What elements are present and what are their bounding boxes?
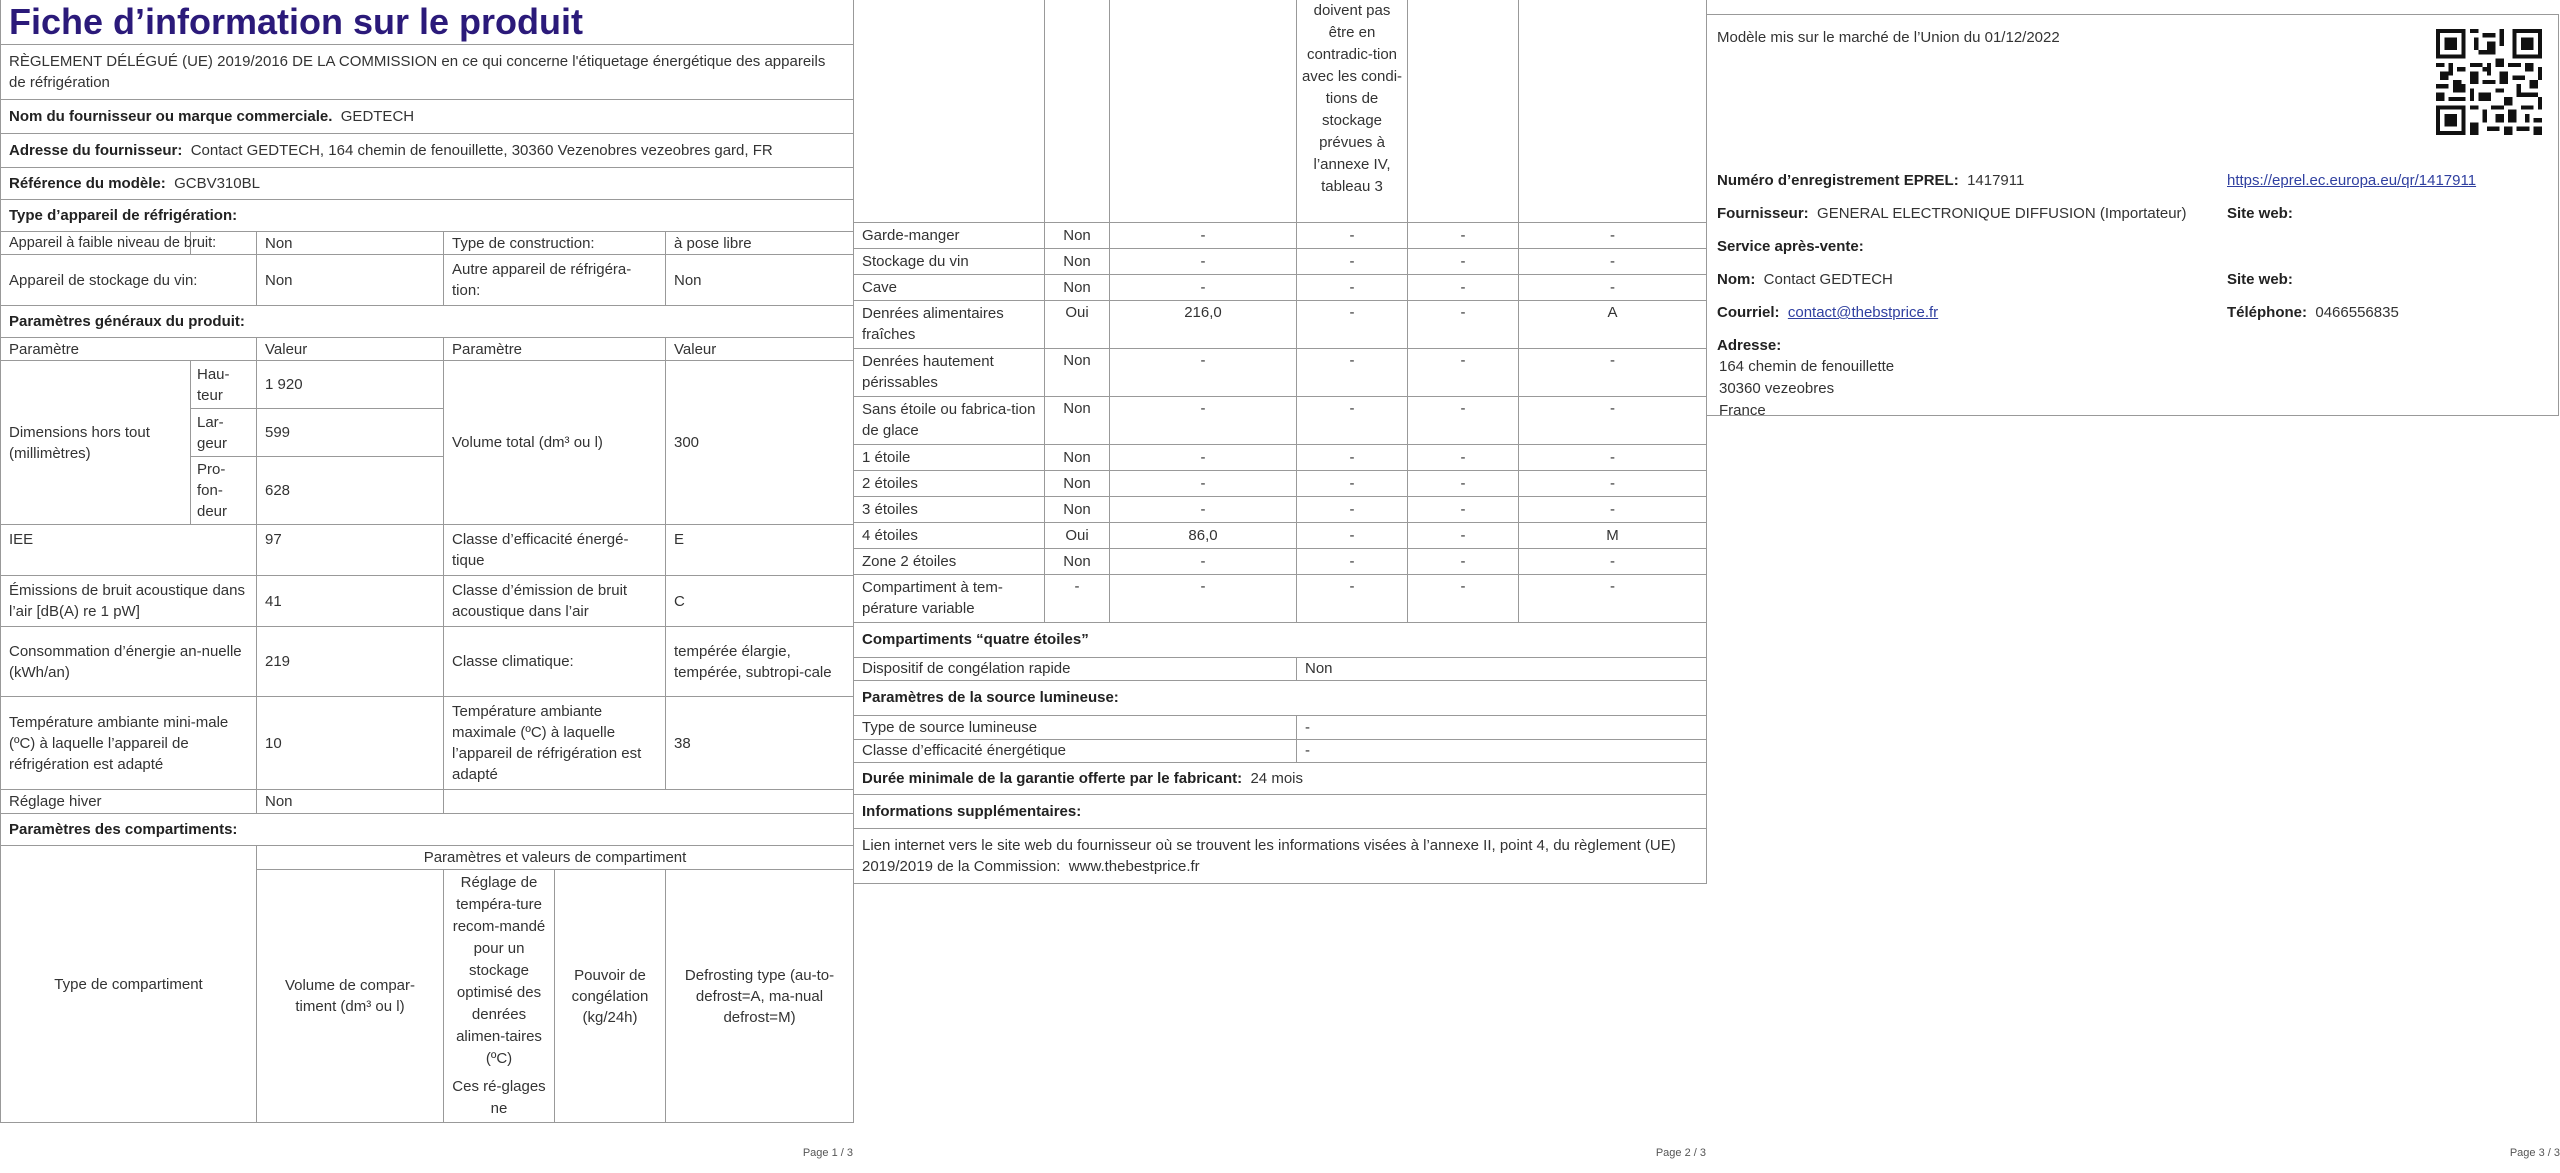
eff-class-value: E — [666, 525, 854, 576]
compartment-temp: - — [1297, 300, 1408, 348]
supplier-name-value: GEDTECH — [340, 108, 415, 125]
compartment-defrost: M — [1519, 522, 1707, 548]
compartment-present: Non — [1045, 222, 1110, 248]
compartment-freeze: - — [1408, 274, 1519, 300]
comp-type-header: Type de compartiment — [1, 846, 257, 1123]
winter-value: Non — [257, 790, 444, 814]
low-noise-label: Appareil à faible niveau de bruit: — [1, 232, 191, 255]
compartment-temp: - — [1297, 522, 1408, 548]
col-value-1: Valeur — [257, 338, 444, 361]
compartment-defrost: - — [1519, 396, 1707, 444]
compartment-present: Oui — [1045, 300, 1110, 348]
title-cell — [1, 0, 854, 45]
general-params-heading: Paramètres généraux du produit: — [1, 306, 854, 338]
compartment-row — [854, 274, 1707, 300]
compartment-volume: - — [1110, 548, 1297, 574]
compartment-volume: - — [1110, 496, 1297, 522]
compartment-volume: - — [1110, 470, 1297, 496]
col-param-1: Paramètre — [1, 338, 257, 361]
supplier-address-row — [1, 134, 854, 168]
supplier-value: GENERAL ELECTRONIQUE DIFFUSION (Importateur) — [1817, 205, 2187, 222]
volume-value: 300 — [666, 361, 854, 525]
min-temp-label: Température ambiante mini-male (ºC) à laquelle l’appareil de réfrigération est adapté — [1, 697, 257, 790]
compartment-row — [854, 574, 1707, 622]
compartment-name: Denrées alimentaires fraîches — [854, 300, 1045, 348]
after-sales-heading: Service après-vente: — [1717, 238, 1864, 255]
page-1 — [0, 0, 853, 1173]
compartment-name: 4 étoiles — [854, 522, 1045, 548]
compartment-row — [854, 496, 1707, 522]
supplier-name-row — [1, 100, 854, 134]
comp-temp-header — [444, 870, 555, 1123]
wine-label: Appareil de stockage du vin: — [1, 255, 257, 306]
model-ref-value: GCBV310BL — [174, 175, 260, 192]
max-temp-value: 38 — [666, 697, 854, 790]
noise-value: 41 — [257, 576, 444, 627]
supplier-address-value: Contact GEDTECH, 164 chemin de fenouillette, 30360 Vezenobres vezeobres gard, FR — [190, 142, 773, 159]
compartment-present: Non — [1045, 248, 1110, 274]
compartment-present: Non — [1045, 470, 1110, 496]
comp-temp-header-text: Réglage de tempéra-ture recom-mandé pour un stockage optimisé des denrées alimen-taires (ºC) — [452, 874, 546, 1067]
appliance-type-heading: Type d’appareil de réfrigération: — [1, 200, 854, 232]
website-label-2: Site web: — [2227, 271, 2293, 288]
compartment-defrost: - — [1519, 222, 1707, 248]
compartment-freeze: - — [1408, 444, 1519, 470]
compartment-present: Non — [1045, 444, 1110, 470]
page-number-1: Page 1 / 3 — [802, 1147, 853, 1159]
climate-value: tempérée élargie, tempérée, subtropi-cale — [666, 627, 854, 697]
wine-value: Non — [257, 255, 444, 306]
compartment-volume: 216,0 — [1110, 300, 1297, 348]
compartment-volume: - — [1110, 274, 1297, 300]
extra-info-text: Lien internet vers le site web du fournisseur où se trouvent les informations visées à l’annexe II, point 4, du règlement (UE) 2019/2019 de la Commission: — [862, 836, 1676, 875]
light-type-value: - — [1297, 715, 1707, 739]
compartment-row — [854, 522, 1707, 548]
eprel-value: 1417911 — [1967, 172, 2025, 189]
col-param-2: Paramètre — [444, 338, 666, 361]
height-label: Hau-teur — [191, 361, 257, 409]
compartment-freeze: - — [1408, 248, 1519, 274]
compartment-temp: - — [1297, 574, 1408, 622]
email-link[interactable]: contact@thebstprice.fr — [1787, 304, 1939, 321]
iee-value: 97 — [257, 525, 444, 576]
winter-label: Réglage hiver — [1, 790, 257, 814]
compartment-volume: 86,0 — [1110, 522, 1297, 548]
eprel-label: Numéro d’enregistrement EPREL: — [1717, 172, 1959, 189]
compartment-temp: - — [1297, 248, 1408, 274]
compartment-freeze: - — [1408, 496, 1519, 522]
compartment-present: Non — [1045, 348, 1110, 396]
compartment-row — [854, 396, 1707, 444]
compartment-volume: - — [1110, 396, 1297, 444]
four-star-heading: Compartiments “quatre étoiles” — [854, 622, 1707, 657]
construction-value: à pose libre — [666, 232, 854, 255]
width-label: Lar-geur — [191, 409, 257, 457]
comp-temp-note: Ces ré-glages ne — [452, 1078, 546, 1117]
continued-temp-note: doivent pas être en contradic-tion avec les condi-tions de stockage prévues à l’annexe IV, tableau 3 — [1297, 0, 1408, 222]
light-type-label: Type de source lumineuse — [854, 715, 1297, 739]
phone-label: Téléphone: — [2227, 304, 2308, 321]
page-2 — [853, 0, 1706, 1173]
phone-value: 0466556835 — [2315, 304, 2399, 321]
construction-label: Type de construction: — [444, 232, 666, 255]
compartment-name: Cave — [854, 274, 1045, 300]
light-heading: Paramètres de la source lumineuse: — [854, 680, 1707, 715]
compartments-table-page2 — [853, 0, 1707, 884]
compartment-temp: - — [1297, 548, 1408, 574]
compartment-volume: - — [1110, 222, 1297, 248]
supplier-row — [1717, 205, 2187, 222]
phone-row — [2227, 304, 2399, 321]
compartment-temp: - — [1297, 274, 1408, 300]
website-label: Site web: — [2227, 205, 2293, 222]
address-line-1: 164 chemin de fenouillette — [1719, 358, 1895, 375]
email-label: Courriel: — [1717, 304, 1780, 321]
max-temp-label: Température ambiante maximale (ºC) à laquelle l’appareil de réfrigération est adapté — [444, 697, 666, 790]
compartment-present: Non — [1045, 274, 1110, 300]
climate-label: Classe climatique: — [444, 627, 666, 697]
noise-class-value: C — [666, 576, 854, 627]
compartment-defrost: - — [1519, 248, 1707, 274]
compartment-name: Garde-manger — [854, 222, 1045, 248]
warranty-value: 24 mois — [1250, 769, 1303, 787]
compartment-name: Zone 2 étoiles — [854, 548, 1045, 574]
compartment-name: Stockage du vin — [854, 248, 1045, 274]
extra-info-url: www.thebestprice.fr — [1068, 857, 1200, 875]
compartment-freeze: - — [1408, 222, 1519, 248]
fast-freeze-value: Non — [1297, 657, 1707, 680]
noise-class-label: Classe d’émission de bruit acoustique dans l’air — [444, 576, 666, 627]
light-class-value: - — [1297, 739, 1707, 762]
supplier-name-label: Nom du fournisseur ou marque commerciale. — [9, 108, 333, 125]
address-label: Adresse: — [1717, 337, 1782, 354]
model-ref-row — [1, 168, 854, 200]
model-ref-label: Référence du modèle: — [9, 175, 166, 192]
compartment-defrost: - — [1519, 574, 1707, 622]
eprel-box — [1706, 14, 2559, 419]
address-line-2: 30360 vezeobres — [1719, 380, 1835, 397]
compartment-temp: - — [1297, 470, 1408, 496]
compartment-freeze: - — [1408, 470, 1519, 496]
dimensions-label: Dimensions hors tout (millimètres) — [1, 361, 191, 525]
product-info-table-page1 — [0, 0, 854, 1123]
compartment-present: Oui — [1045, 522, 1110, 548]
extra-info-row — [854, 828, 1707, 883]
compartment-freeze: - — [1408, 348, 1519, 396]
compartment-row — [854, 444, 1707, 470]
volume-label: Volume total (dm³ ou l) — [444, 361, 666, 525]
compartment-row — [854, 300, 1707, 348]
compartment-temp: - — [1297, 348, 1408, 396]
contact-name-row — [1717, 271, 1893, 288]
page-3 — [1706, 0, 2560, 1173]
regulation-text: RÈGLEMENT DÉLÉGUÉ (UE) 2019/2016 DE LA COMMISSION en ce qui concerne l'étiquetage énergétique des appareils de réfrigération — [1, 45, 854, 100]
warranty-row — [854, 762, 1707, 794]
warranty-label: Durée minimale de la garantie offerte par le fabricant: — [862, 769, 1243, 787]
email-row — [1717, 304, 1938, 321]
compartment-present: Non — [1045, 396, 1110, 444]
energy-label: Consommation d’énergie an-nuelle (kWh/an) — [1, 627, 257, 697]
compartment-defrost: - — [1519, 548, 1707, 574]
min-temp-value: 10 — [257, 697, 444, 790]
comp-freeze-header: Pouvoir de congélation (kg/24h) — [555, 870, 666, 1123]
comp-values-heading: Paramètres et valeurs de compartiment — [257, 846, 854, 870]
eff-class-label: Classe d’efficacité énergé-tique — [444, 525, 666, 576]
compartment-volume: - — [1110, 348, 1297, 396]
compartment-defrost: - — [1519, 496, 1707, 522]
compartment-volume: - — [1110, 444, 1297, 470]
compartment-freeze: - — [1408, 522, 1519, 548]
height-value: 1 920 — [257, 361, 444, 409]
address-line-3: France — [1719, 402, 1766, 419]
name-label: Nom: — [1717, 271, 1756, 288]
compartment-defrost: - — [1519, 348, 1707, 396]
compartment-defrost: - — [1519, 444, 1707, 470]
compartment-row — [854, 470, 1707, 496]
low-noise-value: Non — [257, 232, 444, 255]
col-value-2: Valeur — [666, 338, 854, 361]
compartment-row — [854, 222, 1707, 248]
compartment-freeze: - — [1408, 396, 1519, 444]
compartment-row — [854, 248, 1707, 274]
iee-label: IEE — [1, 525, 257, 576]
supplier-label: Fournisseur: — [1717, 205, 1809, 222]
compartment-row — [854, 348, 1707, 396]
depth-label: Pro-fon-deur — [191, 457, 257, 525]
qr-code-icon — [2436, 29, 2542, 135]
width-value: 599 — [257, 409, 444, 457]
compartment-defrost: A — [1519, 300, 1707, 348]
page-number-2: Page 2 / 3 — [1655, 1147, 1706, 1159]
other-label: Autre appareil de réfrigéra-tion: — [444, 255, 666, 306]
compartment-present: Non — [1045, 496, 1110, 522]
compartment-row — [854, 548, 1707, 574]
compartment-name: 3 étoiles — [854, 496, 1045, 522]
supplier-address-label: Adresse du fournisseur: — [9, 142, 183, 159]
page-number-3: Page 3 / 3 — [2509, 1147, 2560, 1159]
depth-value: 628 — [257, 457, 444, 525]
eprel-link[interactable]: https://eprel.ec.europa.eu/qr/1417911 — [2227, 172, 2477, 189]
compartment-temp: - — [1297, 444, 1408, 470]
light-class-label: Classe d’efficacité énergétique — [854, 739, 1297, 762]
compartment-defrost: - — [1519, 470, 1707, 496]
compartment-freeze: - — [1408, 574, 1519, 622]
compartment-rows — [854, 222, 1707, 622]
compartment-volume: - — [1110, 248, 1297, 274]
compartment-defrost: - — [1519, 274, 1707, 300]
comp-defrost-header: Defrosting type (au-to-defrost=A, ma-nual defrost=M) — [666, 870, 854, 1123]
compartment-freeze: - — [1408, 300, 1519, 348]
eprel-row — [1717, 172, 2024, 189]
compartment-volume: - — [1110, 574, 1297, 622]
extra-info-heading: Informations supplémentaires: — [854, 794, 1707, 828]
compartment-present: Non — [1045, 548, 1110, 574]
compartment-temp: - — [1297, 496, 1408, 522]
other-value: Non — [666, 255, 854, 306]
compartment-name: 1 étoile — [854, 444, 1045, 470]
energy-value: 219 — [257, 627, 444, 697]
compartments-heading: Paramètres des compartiments: — [1, 814, 854, 846]
noise-label: Émissions de bruit acoustique dans l’air [dB(A) re 1 pW] — [1, 576, 257, 627]
compartment-name: 2 étoiles — [854, 470, 1045, 496]
page-title: Fiche d’information sur le produit — [9, 1, 584, 42]
name-value: Contact GEDTECH — [1763, 271, 1893, 288]
compartment-temp: - — [1297, 396, 1408, 444]
compartment-name: Compartiment à tem-pérature variable — [854, 574, 1045, 622]
comp-volume-header: Volume de compar-timent (dm³ ou l) — [257, 870, 444, 1123]
compartment-temp: - — [1297, 222, 1408, 248]
market-date: Modèle mis sur le marché de l’Union du 01/12/2022 — [1717, 29, 2060, 46]
compartment-present: - — [1045, 574, 1110, 622]
compartment-name: Denrées hautement périssables — [854, 348, 1045, 396]
compartment-name: Sans étoile ou fabrica-tion de glace — [854, 396, 1045, 444]
fast-freeze-label: Dispositif de congélation rapide — [854, 657, 1297, 680]
compartment-freeze: - — [1408, 548, 1519, 574]
